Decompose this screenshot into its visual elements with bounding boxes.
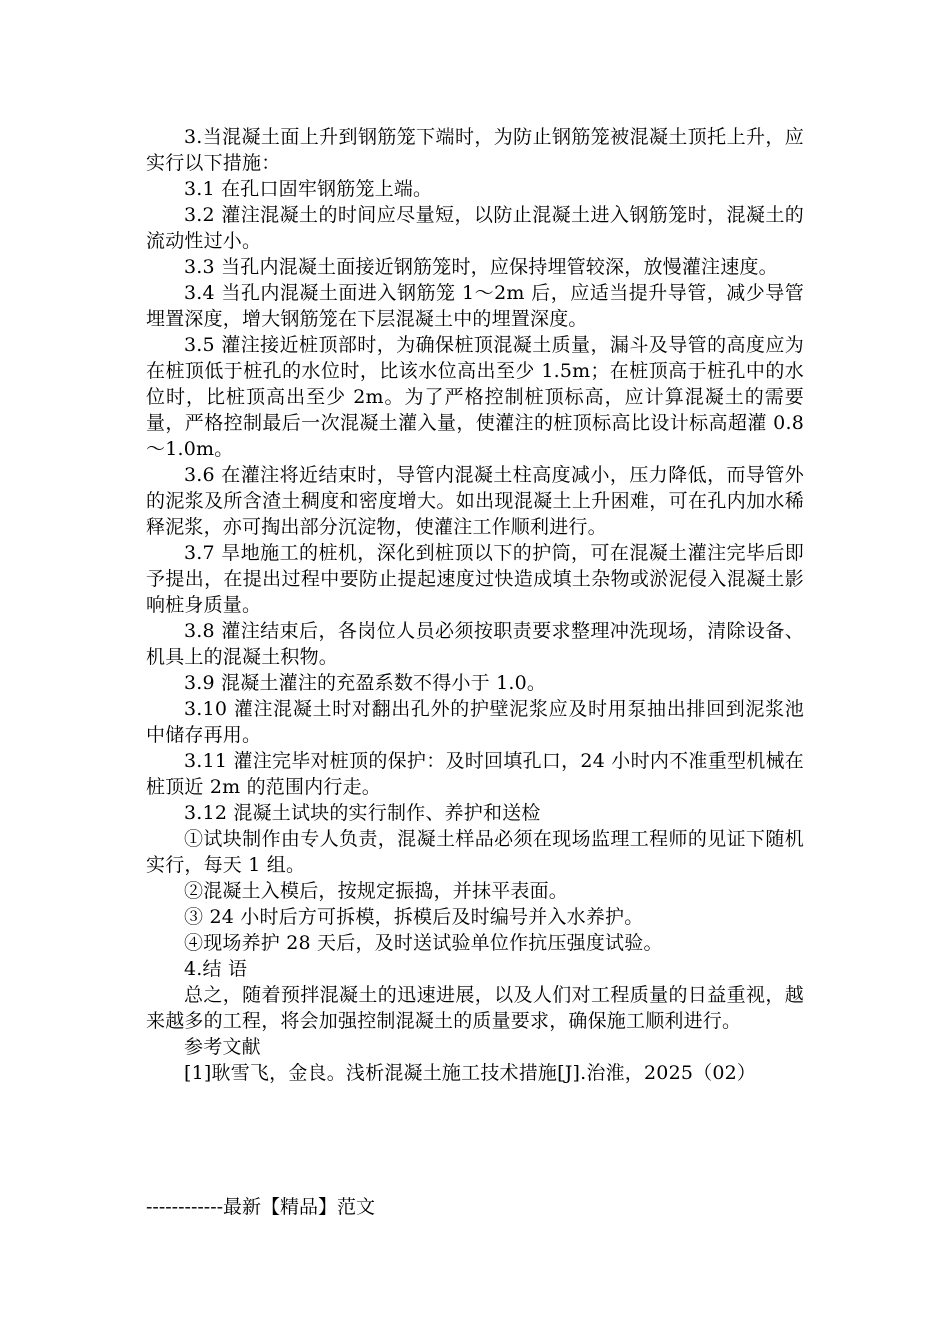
paragraph: 3.12 混凝土试块的实行制作、养护和送检: [184, 802, 541, 824]
paragraph: 3.7 旱地施工的桩机，深化到桩顶以下的护筒，可在混凝土灌注完毕后即予提出，在提出过程中要防止提起速度过快造成填土杂物或淤泥侵入混凝土影响桩身质量。: [146, 542, 804, 616]
document-body: [146, 124, 804, 1086]
paragraph: 3.6 在灌注将近结束时，导管内混凝土柱高度减小，压力降低，而导管外的泥浆及所含渣土稠度和密度增大。如出现混凝土上升困难，可在孔内加水稀释泥浆，亦可掏出部分沉淀物，使灌注工作顺利进行。: [146, 464, 804, 538]
footer-text: ------------最新【精品】范文: [146, 1196, 376, 1218]
paragraph: 3.3 当孔内混凝土面接近钢筋笼时，应保持埋管较深，放慢灌注速度。: [184, 256, 778, 278]
paragraph: 3.11 灌注完毕对桩顶的保护：及时回填孔口，24 小时内不准重型机械在桩顶近 2m 的范围内行走。: [146, 750, 804, 798]
paragraph: ①试块制作由专人负责，混凝土样品必须在现场监理工程师的见证下随机实行，每天 1 组。: [146, 828, 804, 876]
paragraph: 3.5 灌注接近桩顶部时，为确保桩顶混凝土质量，漏斗及导管的高度应为在桩顶低于桩孔的水位时，比该水位高出至少 1.5m；在桩顶高于桩孔中的水位时，比桩顶高出至少 2m。为了严格控制桩顶标高，应计算混凝土的需要量，严格控制最后一次混凝土灌入量，使灌注的桩顶标高比设计标高超灌 0.8～1.0m。: [146, 334, 804, 460]
paragraph: 3.1 在孔口固牢钢筋笼上端。: [184, 178, 433, 200]
paragraph: 3.2 灌注混凝土的时间应尽量短，以防止混凝土进入钢筋笼时，混凝土的流动性过小。: [146, 204, 804, 252]
paragraph: 3.当混凝土面上升到钢筋笼下端时，为防止钢筋笼被混凝土顶托上升，应实行以下措施：: [146, 126, 804, 174]
paragraph: 3.9 混凝土灌注的充盈系数不得小于 1.0。: [184, 672, 547, 694]
reference-item: [1]耿雪飞，金良。浅析混凝土施工技术措施[J].治淮，2025（02）: [184, 1062, 757, 1084]
references-heading: 参考文献: [184, 1036, 261, 1058]
paragraph: 3.8 灌注结束后，各岗位人员必须按职责要求整理冲洗现场，清除设备、机具上的混凝土积物。: [146, 620, 804, 668]
paragraph: ④现场养护 28 天后，及时送试验单位作抗压强度试验。: [184, 932, 663, 954]
section-heading: 4.结 语: [184, 958, 248, 980]
paragraph: ③ 24 小时后方可拆模，拆模后及时编号并入水养护。: [184, 906, 644, 928]
paragraph: 3.4 当孔内混凝土面进入钢筋笼 1～2m 后，应适当提升导管，减少导管埋置深度，增大钢筋笼在下层混凝土中的埋置深度。: [146, 282, 804, 330]
paragraph: 总之，随着预拌混凝土的迅速进展，以及人们对工程质量的日益重视，越来越多的工程，将会加强控制混凝土的质量要求，确保施工顺利进行。: [146, 984, 804, 1032]
paragraph: ②混凝土入模后，按规定振捣，并抹平表面。: [184, 880, 569, 902]
paragraph: 3.10 灌注混凝土时对翻出孔外的护壁泥浆应及时用泵抽出排回到泥浆池中储存再用。: [146, 698, 804, 746]
